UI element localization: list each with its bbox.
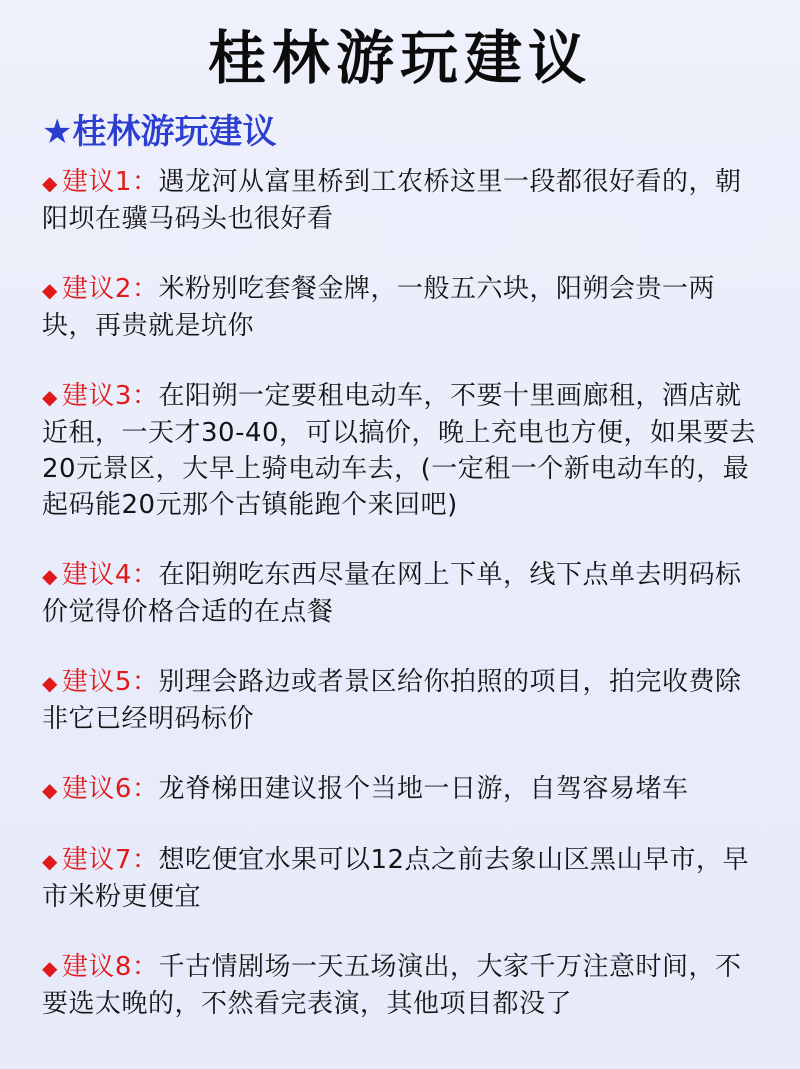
tip-text: 米粉别吃套餐金牌，一般五六块，阳朔会贵一两块，再贵就是坑你 [42, 274, 715, 341]
tip-colon: ： [131, 667, 159, 697]
diamond-bullet-icon: ◆ [42, 671, 58, 695]
tip-text: 千古情剧场一天五场演出，大家千万注意时间，不要选太晚的，不然看完表演，其他项目都没了 [42, 952, 742, 1019]
tip-item-2 [42, 271, 758, 344]
tip-item-3 [42, 378, 758, 523]
tip-label: 建议5 [61, 667, 132, 697]
diamond-bullet-icon: ◆ [42, 849, 58, 873]
tip-item-6 [42, 771, 758, 808]
tip-text: 想吃便宜水果可以12点之前去象山区黑山早市，早市米粉更便宜 [42, 845, 750, 912]
tip-text: 龙脊梯田建议报个当地一日游，自驾容易堵车 [158, 774, 689, 804]
tip-item-7 [42, 842, 758, 915]
diamond-bullet-icon: ◆ [42, 564, 58, 588]
tip-colon: ： [131, 381, 159, 411]
page-title: 桂林游玩建议 [207, 24, 592, 92]
tip-label: 建议4 [61, 560, 132, 590]
tip-text: 在阳朔一定要租电动车，不要十里画廊租，酒店就近租，一天才30-40，可以搞价，晚上充电也方便，如果要去20元景区，大早上骑电动车去，(一定租一个新电动车的，最起码能20元那个古镇能跑个来回吧) [42, 381, 757, 520]
tip-label: 建议8 [61, 952, 132, 982]
diamond-bullet-icon: ◆ [42, 278, 58, 302]
tip-label: 建议2 [61, 274, 132, 304]
tip-colon: ： [131, 845, 159, 875]
tip-item-1 [42, 164, 758, 237]
tip-colon: ： [131, 774, 159, 804]
tip-label: 建议3 [61, 381, 132, 411]
tip-colon: ： [131, 952, 159, 982]
diamond-bullet-icon: ◆ [42, 956, 58, 980]
section-heading: ★桂林游玩建议 [42, 112, 277, 152]
tip-item-5 [42, 664, 758, 737]
diamond-bullet-icon: ◆ [42, 385, 58, 409]
diamond-bullet-icon: ◆ [42, 171, 58, 195]
diamond-bullet-icon: ◆ [42, 778, 58, 802]
tip-label: 建议6 [61, 774, 132, 804]
tip-label: 建议7 [61, 845, 132, 875]
tip-label: 建议1 [61, 167, 132, 197]
tip-item-8 [42, 949, 758, 1022]
tip-colon: ： [131, 560, 159, 590]
tip-item-4 [42, 557, 758, 630]
tips-list [42, 164, 758, 1056]
tip-colon: ： [131, 167, 159, 197]
tip-text: 在阳朔吃东西尽量在网上下单，线下点单去明码标价觉得价格合适的在点餐 [42, 560, 742, 627]
tip-colon: ： [131, 274, 159, 304]
tip-text: 遇龙河从富里桥到工农桥这里一段都很好看的，朝阳坝在骥马码头也很好看 [42, 167, 742, 234]
tip-text: 别理会路边或者景区给你拍照的项目，拍完收费除非它已经明码标价 [42, 667, 742, 734]
